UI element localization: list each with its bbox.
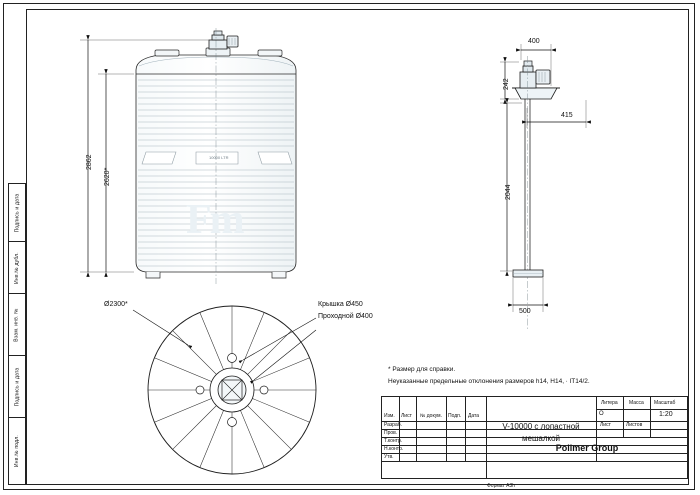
tb-row-utv: Утв. xyxy=(384,454,394,460)
left-cell-label: Подпись и дата xyxy=(14,193,21,232)
dim-shaft-length: 2044 xyxy=(505,184,512,200)
watermark: Fm xyxy=(186,197,243,243)
tank-capacity-label: 10000 LTR xyxy=(209,155,229,160)
tb-mass-label: Масса xyxy=(629,400,644,406)
note-reference-dimension: * Размер для справки. xyxy=(388,366,456,373)
dim-motor-height: 242 xyxy=(503,78,510,90)
tb-scale-label: Масштаб xyxy=(654,400,676,406)
tb-sheet-label: Лист xyxy=(600,422,611,428)
tb-row-nkontr: Н.контр. xyxy=(384,446,404,452)
callout-lid-450: Крышка Ø450 xyxy=(318,301,363,308)
tb-col-docnum: № докум. xyxy=(420,413,442,419)
company-name: Polimer Group xyxy=(555,443,619,453)
tb-sheets-label: Листов xyxy=(626,422,643,428)
left-cell-label: Инв.№ дубл. xyxy=(14,251,20,284)
tb-litera-label: Литера xyxy=(601,400,618,406)
drawing-title-line1: V-10000 с лопастной xyxy=(502,422,580,431)
callout-manway-400: Проходной Ø400 xyxy=(318,313,373,320)
left-cell-label: Взам. инв. № xyxy=(14,307,21,342)
dim-shaft-offset: 415 xyxy=(561,112,573,119)
dim-overall-height: 2862 xyxy=(86,154,93,170)
front-view-group xyxy=(80,28,296,284)
dim-motor-width: 400 xyxy=(528,38,540,45)
dim-impeller-width: 500 xyxy=(519,308,531,315)
tb-col-izm: Изм. xyxy=(384,413,395,419)
tb-col-list: Лист xyxy=(401,413,412,419)
tb-litera-value: O xyxy=(599,411,604,417)
left-cell-label: Инв.№ подл. xyxy=(14,435,20,467)
sheet-format-note: Формат A3h xyxy=(487,483,516,489)
tb-col-podp: Подп. xyxy=(448,413,462,419)
note-tolerances: Неуказанные предельные отклонения размеров h14, H14, ∙ IT14/2. xyxy=(388,378,590,385)
tb-row-prov: Пров. xyxy=(384,430,398,436)
agitator-view-group xyxy=(500,44,586,330)
drawing-title-line2: мешалкой xyxy=(522,434,560,443)
title-block xyxy=(381,396,688,479)
tb-col-data: Дата xyxy=(468,413,480,419)
dim-tank-diameter: Ø2300* xyxy=(104,301,128,308)
tb-row-razrab: Разраб. xyxy=(384,422,403,428)
left-cell-label: Подпись и дата xyxy=(14,367,21,406)
top-view-group xyxy=(133,306,316,474)
dim-body-height: 2620* xyxy=(104,167,111,186)
tb-scale-value: 1:20 xyxy=(659,411,673,418)
tb-row-tkontr: Т.контр. xyxy=(384,438,403,444)
